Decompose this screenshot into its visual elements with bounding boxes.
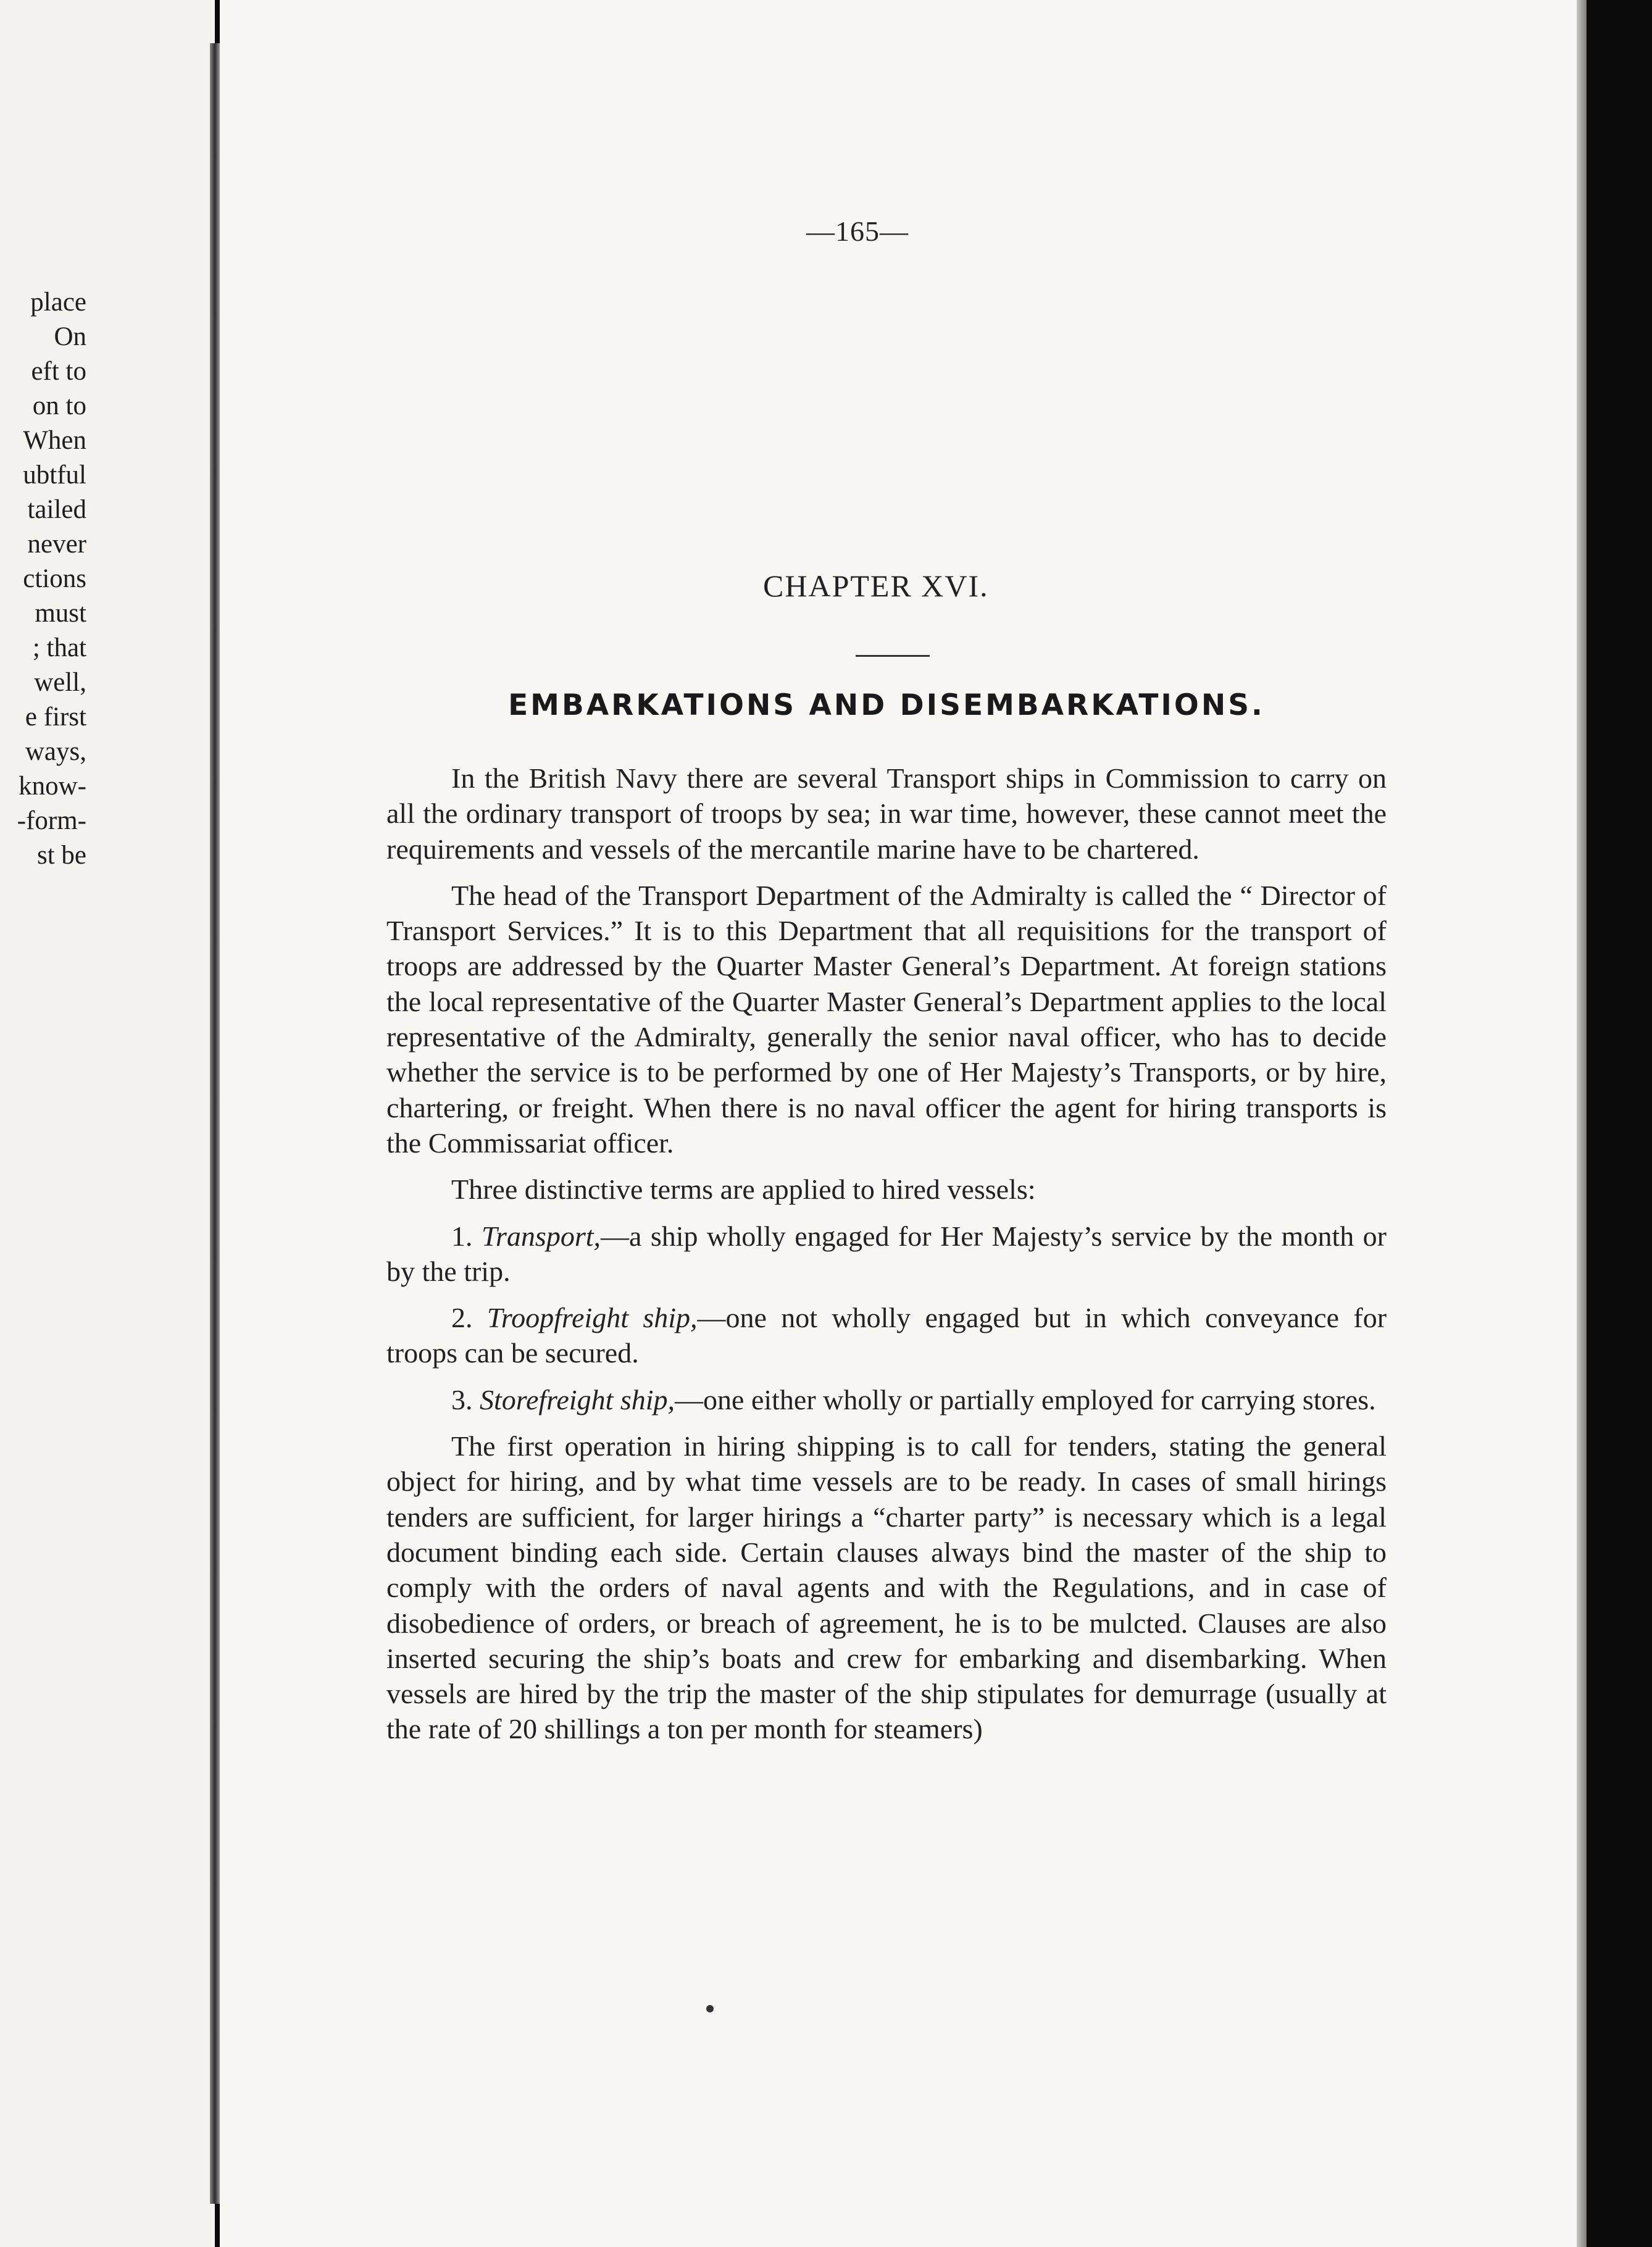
list-item bbox=[386, 1219, 1387, 1290]
left-page-line: ctions bbox=[23, 564, 86, 593]
left-page-line: ; that bbox=[32, 633, 86, 662]
left-page-line: tailed bbox=[27, 495, 86, 524]
item-text: —one either wholly or partially employed for carrying stores. bbox=[675, 1383, 1376, 1415]
left-page-line: eft to bbox=[31, 357, 86, 386]
left-page-line: know- bbox=[19, 772, 86, 801]
page-number: —165— bbox=[806, 215, 909, 247]
left-page-line: st be bbox=[36, 841, 86, 870]
left-page-line: -form- bbox=[17, 806, 86, 835]
item-term: Storefreight ship, bbox=[480, 1383, 675, 1415]
left-page-line: never bbox=[27, 530, 86, 559]
list-item bbox=[386, 1382, 1387, 1417]
item-number: 1. bbox=[451, 1220, 473, 1252]
paragraph: The first operation in hiring shipping is to call for tenders, stating the general object for hiring, and by what time vessels are to be ready. In cases of small hirings tenders are sufficient, for larger hirings a “charter party” is necessary which is a legal document binding each side. Certain clauses always bind the master of the ship to comply with the orders of naval agents and with the Regulations, and in case of disobedience of orders, or breach of agreement, he is to be mulcted. Clauses are also inserted securing the ship’s boats and crew for embarking and disembarking. When vessels are hired by the trip the master of the ship stipulates for demurrage (usually at the rate of 20 shillings a ton per month for steamers) bbox=[386, 1430, 1387, 1745]
paragraph: In the British Navy there are several Transport ships in Commission to carry on all the ordinary transport of troops by sea; in war time, however, these cannot meet the requirements and vessels of the mercantile marine have to be chartered. bbox=[386, 762, 1387, 865]
item-term: Transport, bbox=[481, 1220, 601, 1252]
item-number: 3. bbox=[451, 1383, 473, 1415]
section-title: EMBARKATIONS AND DISEMBARKATIONS. bbox=[508, 688, 1265, 722]
left-page-line: well, bbox=[34, 668, 86, 697]
body-text bbox=[386, 761, 1387, 1758]
list-item bbox=[386, 1300, 1387, 1371]
heading-rule bbox=[856, 655, 930, 657]
left-page-line: e first bbox=[25, 702, 86, 732]
left-page-line: ways, bbox=[25, 737, 86, 766]
left-page-line: on to bbox=[32, 391, 86, 420]
page-edge bbox=[1577, 0, 1587, 2247]
left-page-line: ubtful bbox=[23, 461, 86, 490]
item-text: —one not wholly engaged but in which conveyance for troops can be secured. bbox=[386, 1302, 1387, 1369]
item-number: 2. bbox=[451, 1302, 473, 1334]
left-page-line: On bbox=[54, 322, 86, 351]
left-page-line: must bbox=[35, 599, 86, 628]
book-spine bbox=[210, 43, 220, 2204]
print-speck bbox=[706, 2005, 714, 2012]
chapter-heading: CHAPTER XVI. bbox=[763, 569, 989, 603]
left-page-line: place bbox=[30, 288, 86, 317]
item-term: Troopfreight ship, bbox=[486, 1302, 698, 1334]
book-page bbox=[220, 0, 1577, 2247]
paragraph: The head of the Transport Department of the Admiralty is called the “ Director of Transport Services.” It is to this Department that all requisitions for the transport of troops are addressed by the Quarter Master General’s Department. At foreign stations the local representative of the Quarter Master General’s Department applies to the local representative of the Admiralty, generally the senior naval officer, who has to decide whether the service is to be performed by one of Her Majesty’s Transports, or by hire, chartering, or freight. When there is no naval officer the agent for hiring transports is the Commissariat officer. bbox=[386, 879, 1387, 1159]
item-text: —a ship wholly engaged for Her Majesty’s service by the month or by the trip. bbox=[386, 1220, 1387, 1287]
left-page-line: When bbox=[23, 426, 86, 455]
paragraph: Three distinctive terms are applied to hired vessels: bbox=[451, 1174, 1036, 1206]
previous-page bbox=[0, 0, 215, 2247]
